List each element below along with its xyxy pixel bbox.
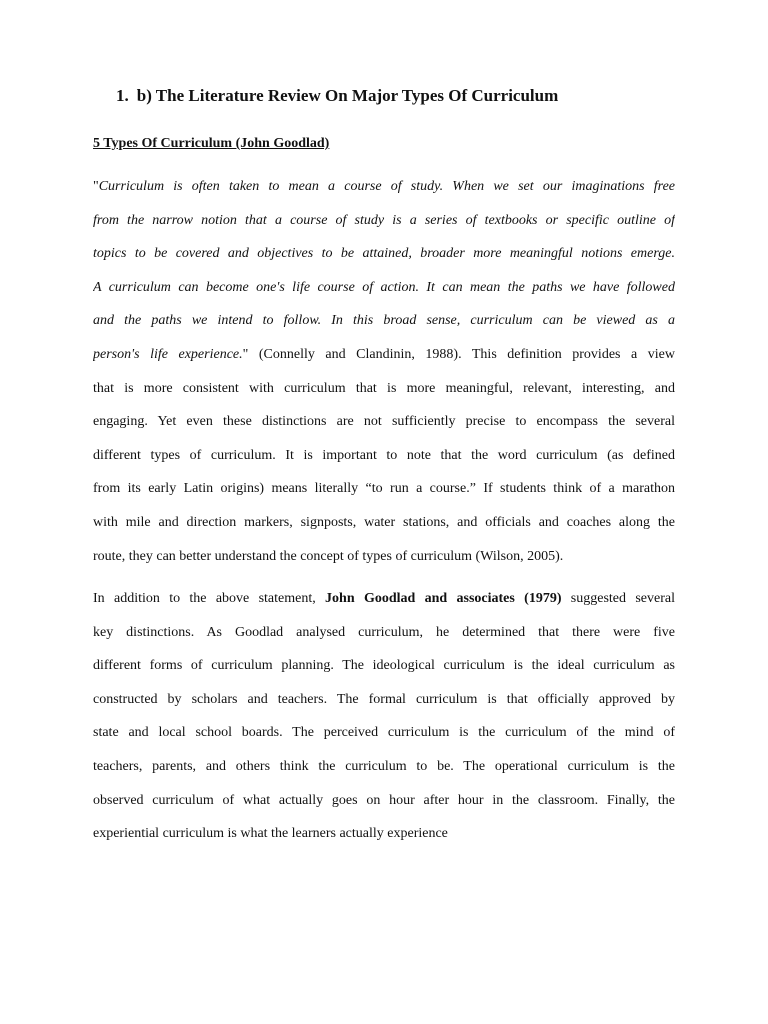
- text-line: [93, 757, 675, 791]
- text-run: suggested several: [561, 591, 675, 606]
- text-run: state and local school boards. The perceived curriculum is the curriculum of the mind of: [93, 725, 675, 741]
- text-line: [93, 656, 675, 690]
- text-run: route, they can better understand the concept of types of curriculum (Wilson, 2005).: [93, 548, 564, 564]
- text-line: [93, 446, 675, 480]
- text-line: [93, 589, 675, 623]
- text-line: [93, 311, 675, 345]
- text-run: In addition to the above statement,: [93, 591, 326, 606]
- italic-text: Curriculum is often taken to mean a course of study. When we set our imaginations free: [98, 179, 675, 194]
- italic-text: topics to be covered and objectives to be attained, broader more meaningful notions emerge.: [93, 246, 675, 262]
- text-run: observed curriculum of what actually goes on hour after hour in the classroom. Finally, the: [93, 792, 675, 808]
- text-line: [93, 623, 675, 657]
- paragraph-definition: [93, 177, 675, 580]
- section-title: b) The Literature Review On Major Types Of Curriculum: [136, 86, 559, 105]
- text-line: [93, 412, 675, 446]
- text-line: [93, 824, 675, 858]
- text-line: [93, 244, 675, 278]
- section-number: 1.: [116, 86, 129, 105]
- text-run: " (Connelly and Clandinin, 1988). This definition provides a view: [242, 346, 675, 362]
- paragraph-goodlad: [93, 589, 675, 858]
- text-run: different types of curriculum. It is important to note that the word curriculum (as defined: [93, 447, 675, 463]
- text-run: experiential curriculum is what the learners actually experience: [93, 826, 448, 842]
- text-line: [93, 278, 675, 312]
- text-run: from its early Latin origins) means literally “to run a course.” If students think of a marathon: [93, 481, 675, 497]
- text-line: [93, 379, 675, 413]
- text-line: [93, 690, 675, 724]
- text-run: different forms of curriculum planning. The ideological curriculum is the ideal curriculum as: [93, 658, 675, 674]
- text-line: [93, 177, 675, 211]
- text-run: engaging. Yet even these distinctions are not sufficiently precise to encompass the several: [93, 414, 675, 430]
- text-run: that is more consistent with curriculum that is more meaningful, relevant, interesting, and: [93, 380, 675, 396]
- italic-text: person's life experience.: [93, 346, 243, 362]
- text-run: key distinctions. As Goodlad analysed curriculum, he determined that there were five: [93, 624, 675, 640]
- text-line: [93, 479, 675, 513]
- text-run: constructed by scholars and teachers. The formal curriculum is that officially approved by: [93, 691, 675, 707]
- text-line: [93, 723, 675, 757]
- text-run: ": [93, 179, 99, 194]
- text-run: with mile and direction markers, signposts, water stations, and officials and coaches along the: [93, 514, 675, 530]
- subsection-heading: 5 Types Of Curriculum (John Goodlad): [93, 136, 330, 151]
- text-line: [93, 547, 675, 581]
- section-heading: [116, 86, 558, 106]
- text-line: [93, 791, 675, 825]
- text-line: [93, 345, 675, 379]
- italic-text: from the narrow notion that a course of study is a series of textbooks or specific outline of: [93, 212, 675, 228]
- text-run: teachers, parents, and others think the curriculum to be. The operational curriculum is the: [93, 758, 675, 774]
- italic-text: and the paths we intend to follow. In this broad sense, curriculum can be viewed as a: [93, 313, 675, 329]
- text-line: [93, 513, 675, 547]
- bold-text: John Goodlad and associates (1979): [325, 591, 562, 606]
- text-line: [93, 211, 675, 245]
- italic-text: A curriculum can become one's life course of action. It can mean the paths we have followed: [93, 279, 675, 295]
